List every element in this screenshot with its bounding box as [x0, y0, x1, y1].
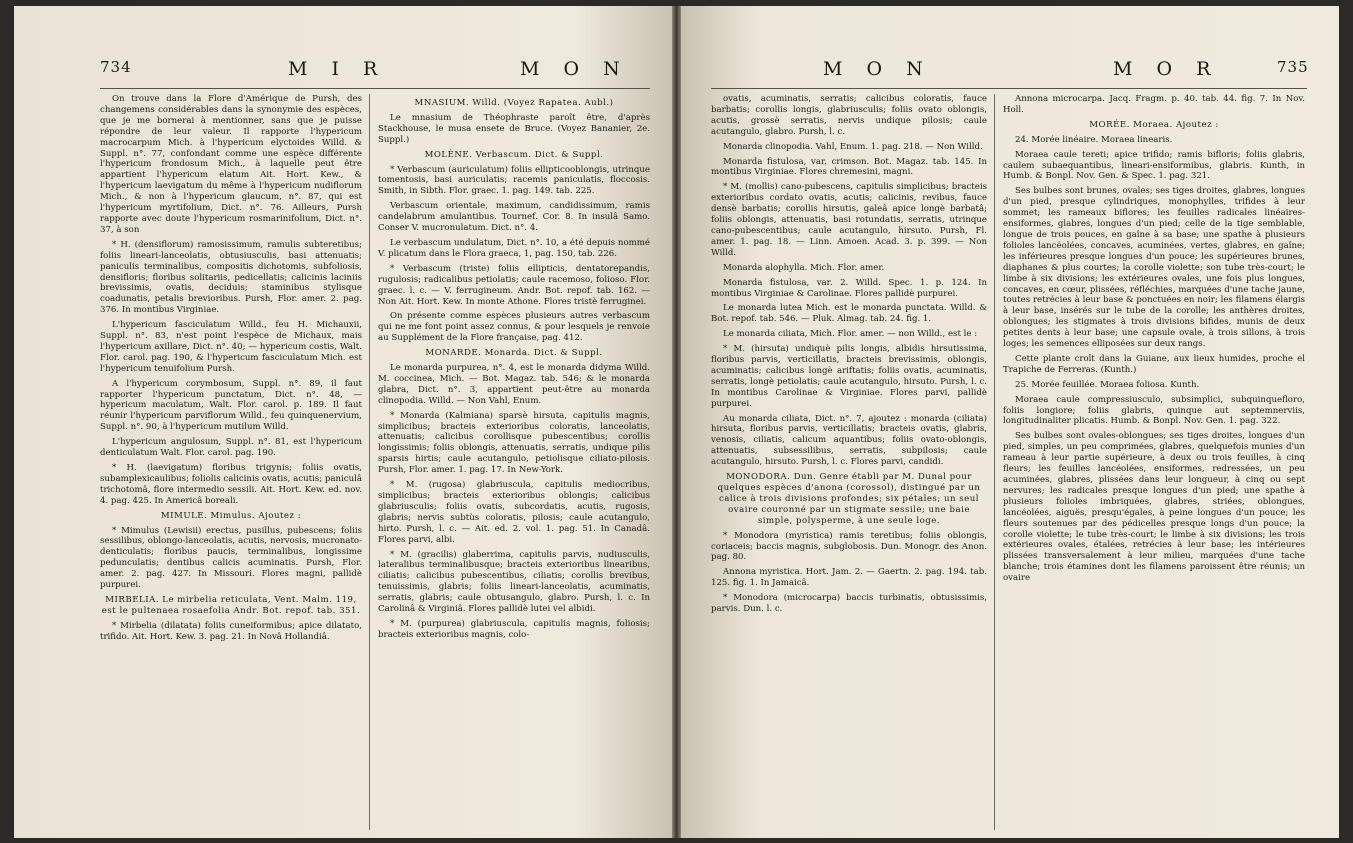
text-paragraph: * Monarda (Kalmiana) sparsè hirsuta, capitulis magnis, simplicibus; bracteis exterioribus coloratis, lanceolatis, attenuatis; calicibus corollisque pubescentibus; corollis longissimis; foliis oblongis, attenuatis, serratis, undique pilis sparsis hirtis; caule acutangulo, petiolisque ciliato-pilosis. Pursh, Flor. amer. 1. pag. 17. In New-York.	[378, 410, 650, 476]
right-column-1	[711, 94, 987, 830]
text-paragraph: Monarda alophylla. Mich. Flor. amer.	[723, 262, 885, 273]
text-paragraph: Monarda fistulosa, var. crimson. Bot. Magaz. tab. 145. In montibus Virginiae. Flores chremesini, magni.	[711, 156, 987, 178]
text-paragraph: Monarda clinopodia. Vahl, Enum. 1. pag. 218. — Non Willd.	[723, 141, 983, 152]
text-paragraph: MONARDE. Monarda. Dict. & Suppl.	[425, 348, 603, 359]
page-number-left: 734	[100, 58, 132, 76]
text-paragraph: MNASIUM. Willd. (Voyez Rapatea. Aubl.)	[414, 98, 614, 108]
text-paragraph: * H. (laevigatum) floribus trigynis; foliis ovatis, subamplexicaulibus; foliolis calicinis ovatis, acutis; paniculâ trichotomâ, flore intermedio sessili. Ait. Hort. Kew. ed. nov. 4. pag. 425. In Americâ boreali.	[100, 463, 362, 506]
text-paragraph: MIRBELIA. Le mirbelia reticulata, Vent. Malm. 119, est le pultenaea rosaefolia Andr. Bot. repof. tab. 351.	[101, 594, 361, 616]
text-paragraph: * M. (rugosa) glabriuscula, capitulis mediocribus, simplicibus; bracteis exterioribus oblongis; calicibus glabriusculis; foliis ovatis, subcordatis, acutis, rugosis, glabris; nervis subtùs coloratis, pilosis; caule acutangulo, hirto. Pursh, l. c. — Ait. ed. 2. vol. 1. pag. 51. In Canadâ. Flores parvi, albi.	[378, 480, 650, 545]
book-spread	[14, 6, 1339, 838]
left-page	[14, 6, 672, 838]
text-paragraph: On trouve dans la Flore d'Amérique de Pursh, des changemens considérables dans la synonymie des espèces, que je me bornerai à mentionner, sans que je puisse répondre de leur valeur. Il rapporte l'hypericum macrocarpum Mich. à l'hypericum elyctoides Willd. & Suppl. n°. 77, confondant comme une espèce différente l'hypericum frondosum Mich., à laquelle peut être appartient l'hypericum elatum Ait. Hort. Kew., & l'hypericum laevigatum du même à l'hypericum nudiflorum Mich., & non à l'hypericum glaucum, n°. 87, qui est l'hypericum myrtifolium, Dict. n°. 76. Ailleurs, Pursh rapporte avec doute l'hypericum rosmarinifolium, Dict. n°. 37, à son	[100, 94, 362, 235]
text-paragraph: MIMULE. Mimulus. Ajoutez :	[160, 510, 302, 521]
text-paragraph: Au monarda ciliata, Dict. n°. 7, ajoutez : monarda (ciliata) hirsuta, floribus parvis, verticillatis; bracteis ovatis, glabris, venosis, ciliatis, calicum aquantibus; foliis ovato-oblongis, attenuatis, subsessilibus, serratis, subpilosis; caule acutangulo, hirsuto. Pursh, l. c. Flores parvi, candidi.	[711, 413, 987, 468]
running-head-left-b: M O N	[520, 58, 629, 80]
text-paragraph: Le monarda purpurea, n°. 4, est le monarda didyma Willd. M. coccinea, Mich. — Bot. Magaz. tab. 546; & le monarda glabra, Dict. n°. 3, appartient peut-être au monarda clinopodia. Willd. — Non Vahl, Enum.	[378, 363, 650, 406]
running-head-left-a: M I R	[288, 58, 387, 80]
text-paragraph: L'hypericum angulosum, Suppl. n°. 81, est l'hypericum denticulatum Walt. Flor. carol. pag. 190.	[100, 437, 362, 459]
text-paragraph: Annona microcarpa. Jacq. Fragm. p. 40. tab. 44. fig. 7. In Nov. Holl.	[1003, 94, 1305, 115]
text-paragraph: ovatis, acuminatis, serratis; calicibus coloratis, fauce barbatis; corollis longis, glabriusculis; foliis ovato oblongis, acutis, grossè serratis, nervis undique pilosis; caule acutangulo, glabro. Pursh, l. c.	[711, 94, 987, 137]
header-rule-left	[100, 88, 650, 89]
text-paragraph: * Verbascum (auriculatum) foliis ellipticooblongis, utrinque tomentosis, basi auriculatis; racemis paniculatis, floccosis. Smith, in Sibth. Flor. graec. 1. pag. 149. tab. 225.	[378, 164, 650, 197]
text-paragraph: On présente comme espèces plusieurs autres verbascum qui ne me font point assez connus, & pour lesquels je renvoie au Supplément de la Flore française, pag. 412.	[378, 311, 650, 344]
text-paragraph: Le verbascum undulatum, Dict. n°. 10, a été depuis nommé V. plicatum dans le Flora graeca, 1, pag. 150, tab. 226.	[378, 237, 650, 259]
right-running-head	[711, 58, 1307, 88]
text-paragraph: Cette plante croît dans la Guiane, aux lieux humides, proche el Trapiche de Ferreras. (Kunth.)	[1003, 353, 1305, 375]
left-running-head	[100, 58, 646, 88]
text-paragraph: L'hypericum fasciculatum Willd., feu H. Michauxii, Suppl. n°. 83, n'est point l'espèce de Michaux, mais l'hypericum axillare, Dict. n°. 40; — hypericum costis, Walt. Flor. carol. pag. 190, & l'hypericum fasciculatum Mich. est l'hypericum tenuifolium Pursh.	[100, 320, 362, 374]
text-paragraph: MORÉE. Moraea. Ajoutez :	[1089, 119, 1219, 130]
text-paragraph: Le mnasium de Théophraste paroît être, d'après Stackhouse, le musa ensete de Bruce. (Voyez Bananier, 2e. Suppl.)	[378, 112, 650, 145]
column-divider-left	[369, 94, 370, 830]
text-paragraph: * M. (gracilis) glaberrima, capitulis parvis, nudiusculis, lateralibus terminalibusque; bracteis exterioribus linearibus, ciliatis; calicibus pubescentibus, ciliatis; corollis brevibus, tenuissimis, glabris; foliis lineari-lanceolatis, acuminatis, serratis, glabris; caule obtusangulo, glabro. Pursh, l. c. In Carolinâ & Virginiâ. Flores pallidè lutei vel albidi.	[378, 549, 650, 615]
text-paragraph: Ses bulbes sont ovales-oblongues; ses tiges droites, longues d'un pied, simples, un peu comprimées, glabres, quelquefois munies d'un rameau à leur partie supérieure, à deux ou trois feuilles, à cinq fleurs; les feuilles lancéolées, ensiformes, redressées, un peu acuminées, glabres, plissées dans leur longueur, à cinq ou sept nervures; les radicales presque longues d'un pied; une spathe à plusieurs folioles imbriquées, glabres, striées, oblongues, lancéolées, aiguës, presqu'égales, à peine longues d'un pouce; les fleurs soutenues par des pédicelles presque longs d'un pouce; la corolle violette; le tube très-court; le limbe à six divisions; les trois extérieures ovales, étalées, retrécies à leur base; les intérieures plissées transversalement à leur milieu, marquées d'une tache blanche; trois étamines dont les filamens paroissent être réunis; un ovaire	[1003, 431, 1305, 584]
running-head-right-b: M O R	[1113, 58, 1220, 80]
text-paragraph: Annona myristica. Hort. Jam. 2. — Gaertn. 2. pag. 194. tab. 125. fig. 1. In Jamaicâ.	[711, 567, 987, 589]
text-paragraph: * Mimulus (Lewisii) erectus, pusillus, pubescens; foliis sessilibus, oblongo-lanceolatis, acutis, nervosis, mucronato-denticulatis; floribus paucis, terminalibus, longissime pedunculatis; dentibus calicis acuminatis. Pursh, Flor. amer. 2. pag. 427. In Missouri. Flores magni, pallidè purpurei.	[100, 525, 362, 591]
text-paragraph: * M. (purpurea) glabriuscula, capitulis magnis, foliosis; bracteis exterioribus magnis, colo-	[378, 618, 650, 640]
text-paragraph: * H. (densiflorum) ramosissimum, ramulis subteretibus; foliis lineari-lanceolatis, obtusiusculis, basi attenuatis; paniculis terminalibus, compositis dichotomis, subfoliosis, densifloris; floribus solitariis, pedicellatis; calicinis laciniis brevissimis, ovatis, deciduis; staminibus stylisque coadunatis, petalis brevioribus. Pursh, Flor. amer. 2. pag. 376. In montibus Virginiae.	[100, 239, 362, 316]
left-column-1	[100, 94, 362, 830]
running-head-right-a: M O N	[823, 58, 932, 80]
text-paragraph: * Mirbelia (dilatata) foliis cuneiformibus; apice dilatato, trifido. Ait. Hort. Kew. 3. pag. 21. In Novâ Hollandiâ.	[100, 620, 362, 642]
text-paragraph: MOLÈNE. Verbascum. Dict. & Suppl.	[424, 149, 604, 160]
text-paragraph: Verbascum orientale, maximum, candidissimum, ramis candelabrum amulantibus. Tournef. Cor. 8. In insulâ Samo. Conser V. mucronulatum. Dict. n°. 4.	[378, 201, 650, 234]
text-paragraph: Le monarda ciliata, Mich. Flor. amer. — non Willd., est le :	[723, 329, 978, 340]
text-paragraph: MONODORA. Dun. Genre établi par M. Dunal pour quelques espèces d'anona (corossol), distingué par un calice à trois divisions profondes; six pétales; un seul ovaire couronné par un stigmate sessile; une baie simple, polysperme, à une seule loge.	[717, 472, 981, 526]
header-rule-right	[711, 88, 1307, 89]
column-divider-right	[994, 94, 995, 830]
text-paragraph: 25. Morée feuillée. Moraea foliosa. Kunth.	[1015, 379, 1200, 390]
text-paragraph: * Verbascum (triste) foliis ellipticis, dentatorepandis, rugulosis; radicalibus petiolatis; caule racemoso, folioso. Flor. graec. l. c. — V. ferrugineum. Andr. Bot. repof. tab. 162. — Non Ait. Hort. Kew. In monte Athone. Flores tristè ferruginei.	[378, 263, 650, 307]
right-column-2	[1003, 94, 1305, 830]
text-paragraph: Monarda fistulosa, var. 2. Willd. Spec. 1. p. 124. In montibus Virginiae & Carolinae. Flores pallidè purpurei.	[711, 277, 987, 299]
text-paragraph: Le monarda lutea Mich. est le monarda punctata. Willd. & Bot. repof. tab. 546. — Pluk. Almag. tab. 24. fig. 1.	[711, 303, 987, 325]
text-paragraph: * M. (mollis) cano-pubescens, capitulis simplicibus; bracteis exterioribus cordato ovatis, acutis; calicinis, revibus, fauce densè barbatis; corollis hirsutis, galeâ apice longè barbatâ; foliis oblongis, attenuatis, basi rotundatis, serratis, utrinque cano-pubescentibus; caule acutangulo, hirsuto. Pursh, Fl. amer. 1. pag. 18. — Linn. Amoen. Acad. 3. p. 399. — Non Willd.	[711, 182, 987, 258]
left-column-2	[378, 94, 650, 830]
text-paragraph: * M. (hirsuta) undiquè pilis longis, albidis hirsutissima, floribus parvis, verticillatis, bracteis brevissimis, oblongis, acuminatis; calicibus longè ariftatis; foliis ovatis, acuminatis, serratis, longè petiolatis; caule acutangulo, hirsuto. Pursh, l. c. In montibus Carolinae & Virginiae. Flores parvi, pallidè purpurei.	[711, 344, 987, 409]
text-paragraph: A l'hypericum corymbosum, Suppl. n°. 89, il faut rapporter l'hypericum punctatum, Dict. n°. 48, — hypericum maculatum, Walt. Flor. carol. p. 189. Il faut réunir l'hypericum parviflorum Willd., feu quinquenervium, Suppl. n°. 90, à l'hypericum mutilum Willd.	[100, 378, 362, 433]
text-paragraph: Moraea caule compressiusculo, subsimplici, subquinquefloro, foliis longiore; foliis glabris, quinque aut septemnerviis, longitudinaliter plicatis. Humb. & Bonpl. Nov. Gen. 1. pag. 322.	[1003, 394, 1305, 427]
page-number-right: 735	[1277, 58, 1309, 76]
right-page	[681, 6, 1339, 838]
text-paragraph: * Monodora (microcarpa) baccis turbinatis, obtusissimis, parvis. Dun. l. c.	[711, 593, 987, 615]
text-paragraph: 24. Morée linéaire. Moraea linearis.	[1015, 134, 1173, 145]
text-paragraph: Ses bulbes sont brunes, ovales; ses tiges droites, glabres, longues d'un pied, presque cylindriques, monophylles, trifides à leur sommet; les rameaux biflores; les feuilles radicales linéaires-ensiformes, glabres, longues d'un pied; celle de la tige semblable, longue de trois pouces, en gaîne à sa base; une spathe à plusieurs folioles lancéolées, concaves, acuminées, vertes, glabres, en gaîne; les inférieures presque longues d'un pouce; les supérieures brunes, diaphanes & plus courtes; la corolle violette; son tube très-court; le limbe à six divisions; les extérieures ovales, une fois plus longues, concaves, en cœur, plissées, réfléchies, marquées d'une tache jaune, toutes retrécies à leur base & ponctuées en noir; les filamens élargis à leur base, insérés sur le tube de la corolle; les anthères droites, oblongues; les stigmates à trois divisions bifides, munis de deux petites dents à leur base; une capsule ovale, à trois sillons, à trois loges; les semences elliposées sur deux rangs.	[1003, 186, 1305, 350]
text-paragraph: Moraea caule tereti; apice trifido; ramis bifloris; foliis glabris, caulem subaequantibus, lineari-ensiformibus, glabris. Kunth, in Humb. & Bonpl. Nov. Gen. & Spec. 1. pag. 321.	[1003, 149, 1305, 182]
text-paragraph: * Monodora (myristica) ramis teretibus; foliis oblongis, coriaceis; baccis magnis, subglobosis. Dun. Monogr. des Anon. pag. 80.	[711, 530, 987, 563]
book-gutter	[672, 6, 681, 838]
